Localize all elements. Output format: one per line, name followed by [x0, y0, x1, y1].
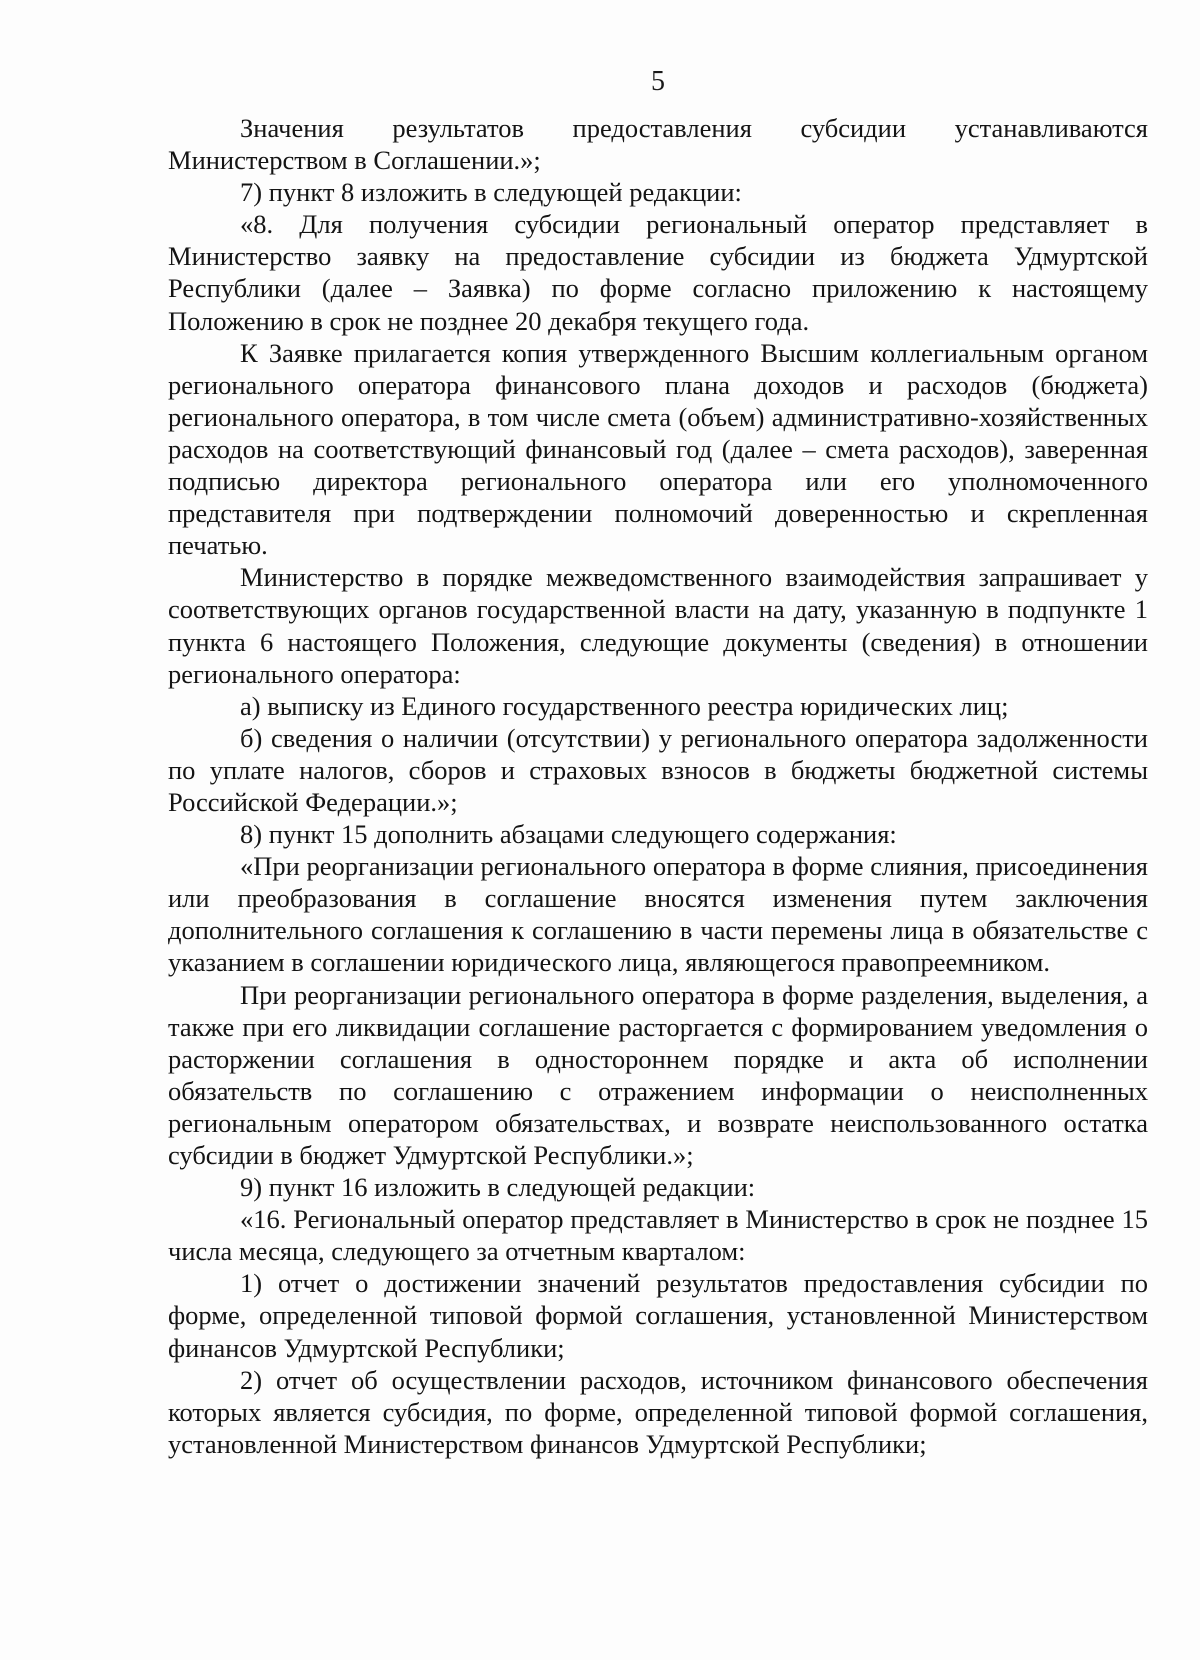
- paragraph: б) сведения о наличии (отсутствии) у регионального оператора задолженности по уплате налогов, сборов и страховых взносов в бюджеты бюджетной системы Российской Федерации.»;: [168, 722, 1148, 817]
- paragraph: 8) пункт 15 дополнить абзацами следующего содержания:: [240, 819, 897, 850]
- paragraph: Министерство в порядке межведомственного взаимодействия запрашивает у соответствующих органов государственной власти на дату, указанную в подпункте 1 пункта 6 настоящего Положения, следующие документы (сведения) в отношении регионального оператора:: [168, 562, 1148, 689]
- paragraph: «8. Для получения субсидии региональный оператор представляет в Министерство заявку на предоставление субсидии из бюджета Удмуртской Республики (далее – Заявка) по форме согласно приложению к настоящему Положению в срок не позднее 20 декабря текущего года.: [168, 209, 1148, 336]
- paragraph: 1) отчет о достижении значений результатов предоставления субсидии по форме, определенной типовой формой соглашения, установленной Министерством финансов Удмуртской Республики;: [168, 1268, 1148, 1363]
- paragraph: 9) пункт 16 изложить в следующей редакции:: [240, 1172, 756, 1203]
- paragraph: а) выписку из Единого государственного реестра юридических лиц;: [240, 690, 1009, 721]
- paragraph: При реорганизации регионального оператора в форме разделения, выделения, а также при его ликвидации соглашение расторгается с формированием уведомления о расторжении соглашения в одностороннем порядке и акта об исполнении обязательств по соглашению с отражением информации о неисполненных региональным оператором обязательствах, и возврате неиспользованного остатка субсидии в бюджет Удмуртской Республики.»;: [168, 979, 1148, 1170]
- paragraph: «16. Региональный оператор представляет в Министерство в срок не позднее 15 числа месяца, следующего за отчетным кварталом:: [168, 1204, 1148, 1267]
- paragraph: К Заявке прилагается копия утвержденного Высшим коллегиальным органом регионального оператора финансового плана доходов и расходов (бюджета) регионального оператора, в том числе смета (объем) административно-хозяйственных расходов на соответствующий финансовый год (далее – смета расходов), заверенная подписью директора регионального оператора или его уполномоченного представителя при подтверждении полномочий доверенностью и скрепленная печатью.: [168, 337, 1148, 561]
- document-body: [168, 112, 1148, 1460]
- paragraph: «При реорганизации регионального оператора в форме слияния, присоединения или преобразования в соглашение вносятся изменения путем заключения дополнительного соглашения к соглашению в части перемены лица в обязательстве с указанием в соглашении юридического лица, являющегося правопреемником.: [168, 851, 1148, 978]
- paragraph: Значения результатов предоставления субсидии устанавливаются Министерством в Соглашении.»;: [168, 113, 1148, 176]
- paragraph: 7) пункт 8 изложить в следующей редакции:: [240, 177, 742, 208]
- paragraph: 2) отчет об осуществлении расходов, источником финансового обеспечения которых является субсидия, по форме, определенной типовой формой соглашения, установленной Министерством финансов Удмуртской Республики;: [168, 1364, 1148, 1459]
- page-number: 5: [651, 66, 665, 97]
